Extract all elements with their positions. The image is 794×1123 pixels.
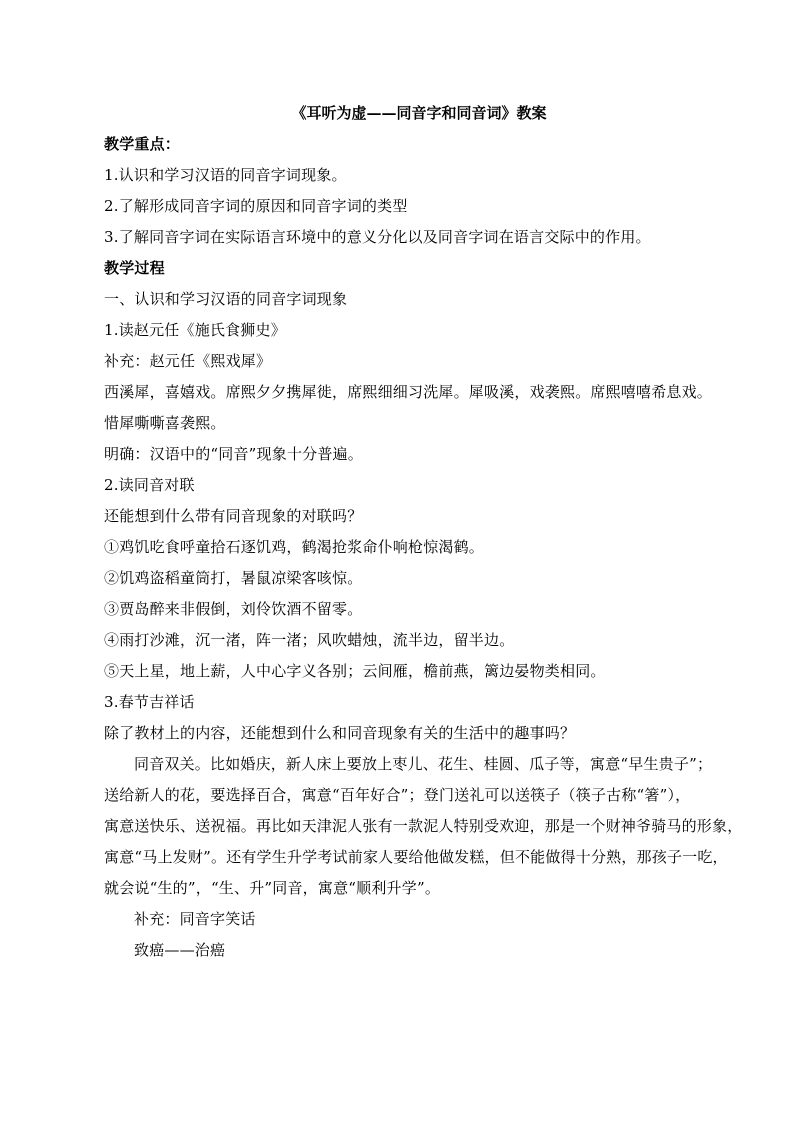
section-heading-process: 教学过程 xyxy=(104,259,165,277)
paragraph-line: 送给新人的花，要选择百合，寓意“百年好合”；登门送礼可以送筷子（筷子古称“箸”）， xyxy=(104,786,691,804)
document-title: 《耳听为虚——同音字和同音词》教案 xyxy=(291,104,547,122)
couplet: ③贾岛醉来非假倒，刘伶饮酒不留零。 xyxy=(104,600,363,618)
joke-text: 致癌——治癌 xyxy=(134,941,226,959)
focus-item: 1.认识和学习汉语的同音字词现象。 xyxy=(104,166,347,184)
couplet: ⑤天上星，地上薪，人中心字义各别；云间雁，檐前燕，篱边晏物类相同。 xyxy=(104,662,606,680)
couplet: ④雨打沙滩，沉一渚，阵一渚；风吹蜡烛，流半边，留半边。 xyxy=(104,631,515,649)
clarify-text: 明确：汉语中的“同音”现象十分普遍。 xyxy=(104,445,363,463)
paragraph-line: 就会说“生的”，“生、升”同音，寓意“顺利升学”。 xyxy=(104,879,441,897)
poem-line: 西溪犀，喜嬉戏。席熙夕夕携犀徙，席熙细细习洗犀。犀吸溪，戏袭熙。席熙嘻嘻希息戏。 xyxy=(104,383,713,401)
item1: 1.读赵元任《施氏食狮史》 xyxy=(104,321,286,339)
focus-item: 3.了解同音字词在实际语言环境中的意义分化以及同音字词在语言交际中的作用。 xyxy=(104,228,651,246)
part1-heading: 一、认识和学习汉语的同音字词现象 xyxy=(104,290,348,308)
couplet: ②饥鸡盗稻童筒打，暑鼠凉梁客咳惊。 xyxy=(104,569,363,587)
item3: 3.春节吉祥话 xyxy=(104,693,195,711)
paragraph-line: 寓意送快乐、送祝福。再比如天津泥人张有一款泥人特别受欢迎，那是一个财神爷骑马的形象， xyxy=(104,817,743,835)
poem-line: 惜犀嘶嘶喜袭熙。 xyxy=(104,414,226,432)
question2: 除了教材上的内容，还能想到什么和同音现象有关的生活中的趣事吗？ xyxy=(104,724,576,742)
item2: 2.读同音对联 xyxy=(104,476,195,494)
question1: 还能想到什么带有同音现象的对联吗？ xyxy=(104,507,363,525)
paragraph-line: 寓意“马上发财”。还有学生升学考试前家人要给他做发糕，但不能做得十分熟，那孩子一吃， xyxy=(104,848,728,866)
section-heading-focus: 教学重点： xyxy=(104,135,181,153)
focus-item: 2.了解形成同音字词的原因和同音字词的类型 xyxy=(104,197,408,215)
paragraph-line: 同音双关。比如婚庆，新人床上要放上枣儿、花生、桂圆、瓜子等，寓意“早生贵子”； xyxy=(134,755,713,773)
supplement1: 补充：赵元任《熙戏犀》 xyxy=(104,352,272,370)
document-content xyxy=(104,98,743,966)
supplement2: 补充：同音字笑话 xyxy=(134,910,256,928)
couplet: ①鸡饥吃食呼童拾石逐饥鸡，鹤渴抢浆命仆响枪惊渴鹤。 xyxy=(104,538,485,556)
